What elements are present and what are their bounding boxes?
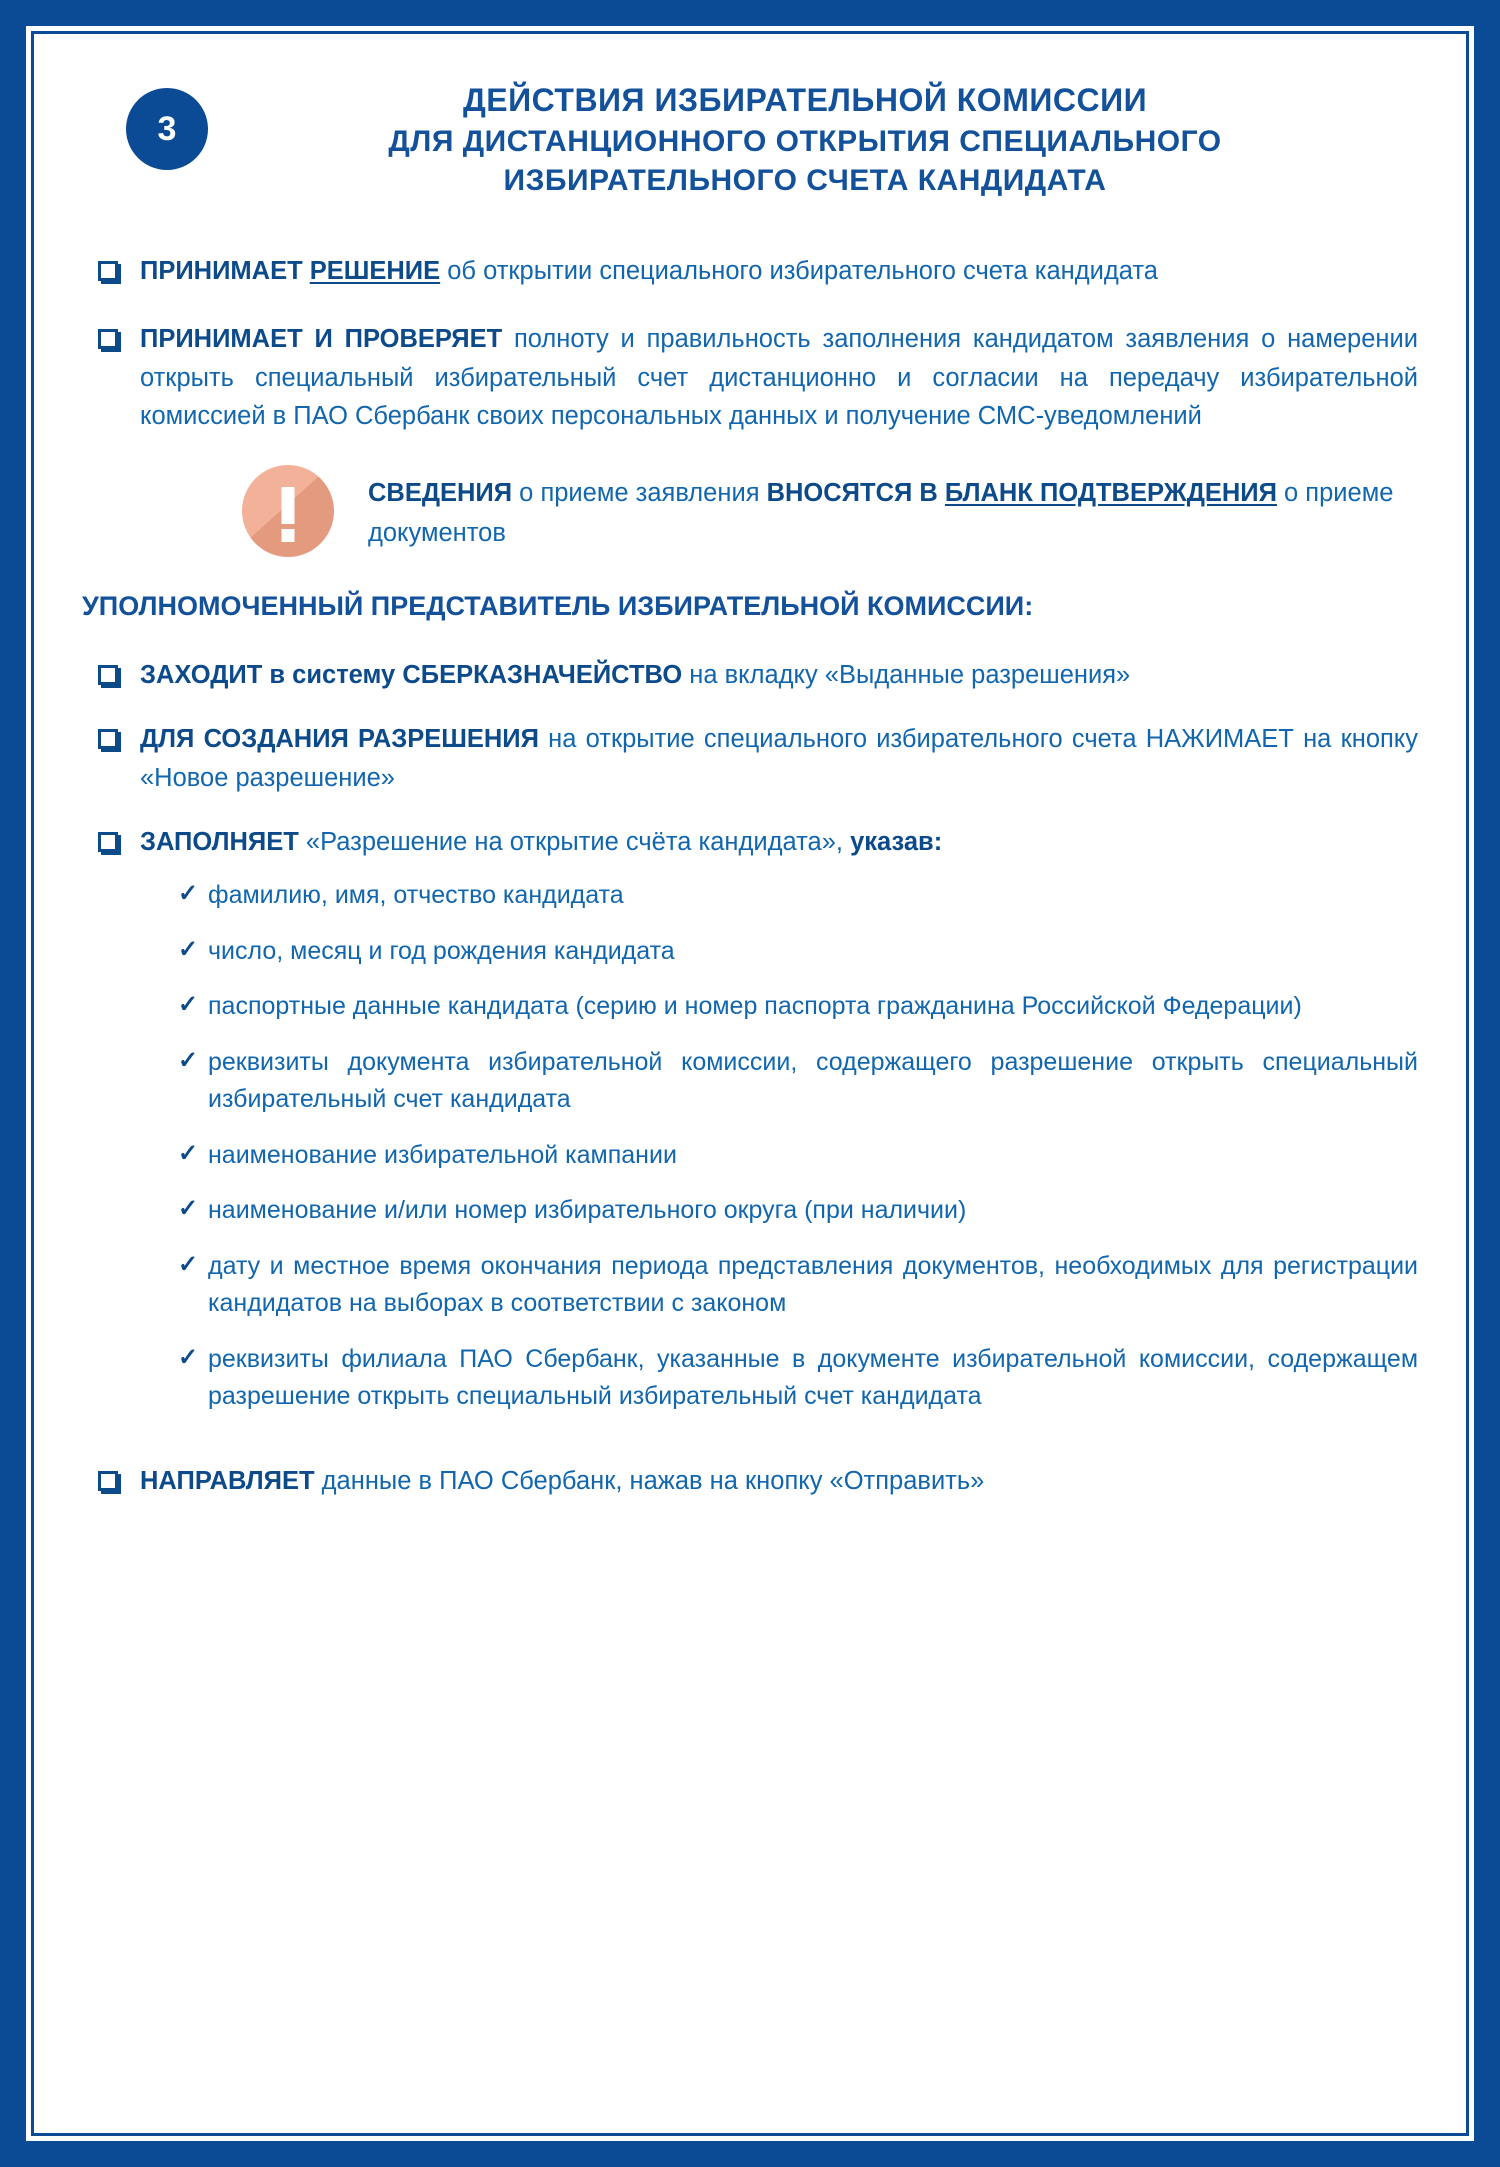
bullet-item-create-permission [82,720,1418,797]
list-item [178,1192,1418,1230]
bullet-body-text: на вкладку «Выданные разрешения» [682,661,1131,689]
bullet-item-fill-permission-text [140,823,1418,861]
page-sheet [31,31,1469,2136]
bullet-body-text: полноту и правильность заполнения кандидатом заявления о намерении открыть специальный избирательный счет дистанционно и согласии на передачу избирательной комиссией в ПАО Сбербанк своих персональных данных и получение СМС-уведомлений [140,325,1418,430]
bullet-tail-text: указав: [850,827,943,856]
square-bullet-icon [98,261,118,281]
bullet-body-text: данные в ПАО Сбербанк, нажав на кнопку «Отправить» [314,1466,985,1495]
bullet-body-text: на открытие специального избирательного счета НАЖИМАЕТ на кнопку «Новое разрешение» [140,725,1418,792]
callout-part-5: о приеме документов [368,479,1394,548]
bullet-item-accept-verify-text [140,320,1418,435]
bullet-item-login-text [140,656,1418,694]
top-bullet-list [82,252,1418,435]
page-title-line-1: ДЕЙСТВИЯ ИЗБИРАТЕЛЬНОЙ КОМИССИИ [462,82,1148,118]
alert-callout-text [368,465,1418,554]
bullet-lead-text: НАПРАВЛЯЕТ [140,1466,315,1495]
check-icon: ✓ [178,991,199,1018]
list-item-label: паспортные данные кандидата (серию и номер паспорта гражданина Российской Федерации) [208,992,1302,1020]
check-icon: ✓ [178,880,199,907]
bullet-item-decision-text [140,252,1418,290]
exclamation-stem [282,487,295,524]
bullet-lead-text: ДЛЯ СОЗДАНИЯ РАЗРЕШЕНИЯ [140,725,539,754]
check-icon: ✓ [178,1046,199,1074]
bullet-item-send-data [82,1462,1418,1500]
step-number-badge [126,88,208,170]
bullet-lead-text: ПРИНИМАЕТ И ПРОВЕРЯЕТ [140,325,503,354]
list-item-label: реквизиты документа избирательной комиссии, содержащего разрешение открыть специальный избирательный счет кандидата [208,1047,1418,1113]
list-item-label: наименование избирательной кампании [208,1140,677,1169]
square-bullet-icon [98,832,118,852]
check-icon: ✓ [178,1139,199,1167]
list-item-label: реквизиты филиала ПАО Сбербанк, указанные в документе избирательной комиссии, содержащем разрешение открыть специальный избирательный счет кандидата [208,1344,1418,1410]
list-item-label: фамилию, имя, отчество кандидата [208,881,624,909]
alert-callout [82,465,1418,557]
step-number-label: 3 [157,110,177,148]
list-item [178,877,1418,915]
bullet-item-create-permission-text [140,720,1418,797]
check-icon: ✓ [178,935,199,963]
main-bullet-list [82,656,1418,1500]
bullet-body-text: об открытии специального избирательного счета кандидата [440,257,1158,285]
list-item [178,1137,1418,1175]
bullet-lead-text: ЗАПОЛНЯЕТ [140,827,299,856]
check-icon: ✓ [178,1250,199,1278]
section-heading: УПОЛНОМОЧЕННЫЙ ПРЕДСТАВИТЕЛЬ ИЗБИРАТЕЛЬНОЙ КОМИССИИ: [82,591,1034,621]
bullet-item-send-data-text [140,1462,1418,1500]
callout-part-2: о приеме заявления [512,479,767,507]
page-title-line-3: ИЗБИРАТЕЛЬНОГО СЧЕТА КАНДИДАТА [503,163,1107,197]
list-item-label: число, месяц и год рождения кандидата [208,936,675,965]
exclamation-icon [242,465,334,557]
bullet-item-login-sberkaznacheystvo [82,656,1418,694]
list-item [178,1248,1418,1323]
square-bullet-icon [98,729,118,749]
page-header [82,62,1418,230]
list-item [178,933,1418,971]
list-item-label: дату и местное время окончания периода представления документов, необходимых для регистрации кандидатов на выборах в соответствии с законом [208,1251,1418,1317]
square-bullet-icon [98,1471,118,1491]
bullet-item-fill-permission [82,823,1418,861]
page-title [82,80,1418,200]
list-item [178,988,1418,1026]
list-item-label: наименование и/или номер избирательного округа (при наличии) [208,1196,967,1224]
square-bullet-icon [98,665,118,685]
bullet-item-decision [82,252,1418,290]
square-bullet-icon [98,329,118,349]
bullet-item-accept-verify [82,320,1418,435]
page-frame-gap [26,26,1474,2141]
bullet-lead-text: ПРИНИМАЕТ [140,257,310,285]
list-item [178,1044,1418,1119]
bullet-lead-underlined: РЕШЕНИЕ [309,257,441,285]
bullet-body-text: «Разрешение на открытие счёта кандидата», [298,827,851,856]
list-item [178,1341,1418,1416]
bullet-lead-text: ЗАХОДИТ в систему СБЕРКАЗНАЧЕЙСТВО [140,661,683,689]
exclamation-dot [282,529,295,542]
check-sub-list [82,877,1418,1416]
check-icon: ✓ [178,1195,199,1222]
callout-part-3: ВНОСЯТСЯ В [766,479,945,507]
callout-part-1: СВЕДЕНИЯ [368,479,513,507]
page-title-line-2: ДЛЯ ДИСТАНЦИОННОГО ОТКРЫТИЯ СПЕЦИАЛЬНОГО [388,124,1222,158]
callout-part-4-underlined: БЛАНК ПОДТВЕРЖДЕНИЯ [944,479,1277,507]
check-icon: ✓ [178,1343,199,1371]
